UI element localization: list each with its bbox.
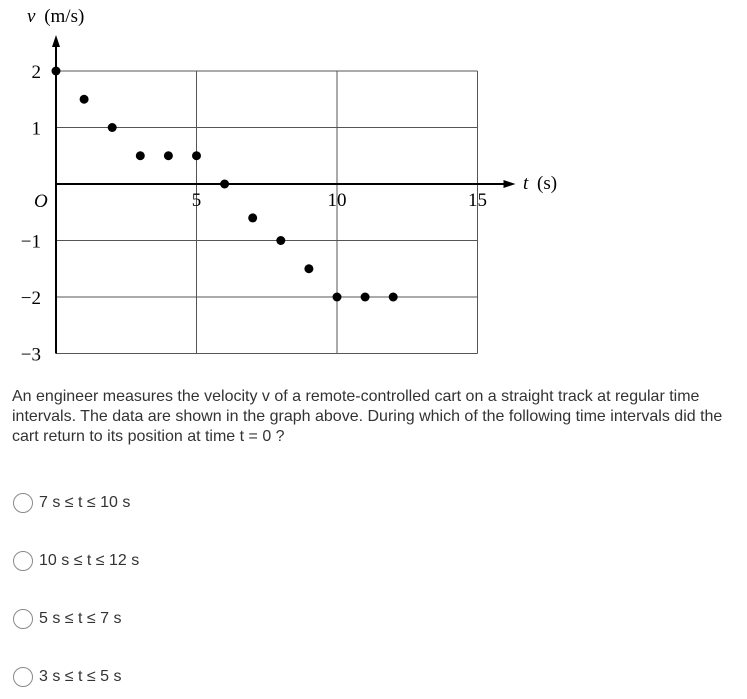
data-point [361, 293, 370, 302]
y-tick-label: 2 [31, 62, 41, 83]
x-axis-var: t [523, 173, 529, 194]
data-point [80, 95, 89, 104]
data-point [304, 264, 313, 273]
option-2[interactable] [13, 551, 139, 571]
option-2-label: 10 s ≤ t ≤ 12 s [39, 552, 140, 569]
radio-button[interactable] [13, 667, 33, 687]
radio-button[interactable] [13, 551, 33, 571]
x-tick-label: 5 [191, 190, 202, 211]
data-point [192, 151, 201, 160]
y-tick-label: −1 [20, 231, 41, 253]
x-tick-labels [192, 190, 487, 211]
x-tick-label: 15 [468, 190, 487, 211]
chart-grid [56, 71, 478, 354]
option-3-label: 5 s ≤ t ≤ 7 s [39, 610, 122, 627]
origin-label: O [34, 191, 48, 212]
data-point [276, 236, 285, 245]
data-point [164, 151, 173, 160]
y-tick-labels [21, 62, 41, 366]
option-1[interactable] [13, 493, 130, 513]
radio-button[interactable] [13, 609, 33, 629]
y-tick-label: −2 [20, 288, 41, 309]
option-1-label: 7 s ≤ t ≤ 10 s [39, 494, 131, 511]
y-tick-label: −3 [20, 344, 41, 366]
data-point [389, 293, 398, 302]
question-text: An engineer measures the velocity v of a remote-controlled cart on a straight track at regular time intervals. The data are shown in the graph above. During which of the following time intervals did the cart return to its position at time t = 0 ? [12, 388, 723, 445]
option-4-label: 3 s ≤ t ≤ 5 s [39, 668, 122, 685]
data-point [333, 293, 342, 302]
y-axis-unit: (m/s) [44, 6, 85, 27]
option-3[interactable] [13, 609, 121, 629]
data-point [52, 67, 61, 76]
x-tick-label: 10 [327, 190, 347, 211]
chart-axes [52, 35, 516, 354]
y-tick-label: 1 [31, 118, 41, 140]
data-point [248, 213, 257, 222]
data-point [108, 123, 117, 132]
y-axis-arrow [52, 35, 60, 47]
data-point [136, 151, 145, 160]
x-axis-label [523, 173, 557, 194]
data-point [220, 180, 229, 189]
x-axis-arrow [504, 180, 516, 188]
x-axis-unit: (s) [537, 173, 558, 194]
y-axis-var: v [27, 6, 36, 27]
y-axis-label [27, 6, 84, 27]
option-4[interactable] [13, 667, 121, 687]
radio-button[interactable] [13, 493, 33, 513]
